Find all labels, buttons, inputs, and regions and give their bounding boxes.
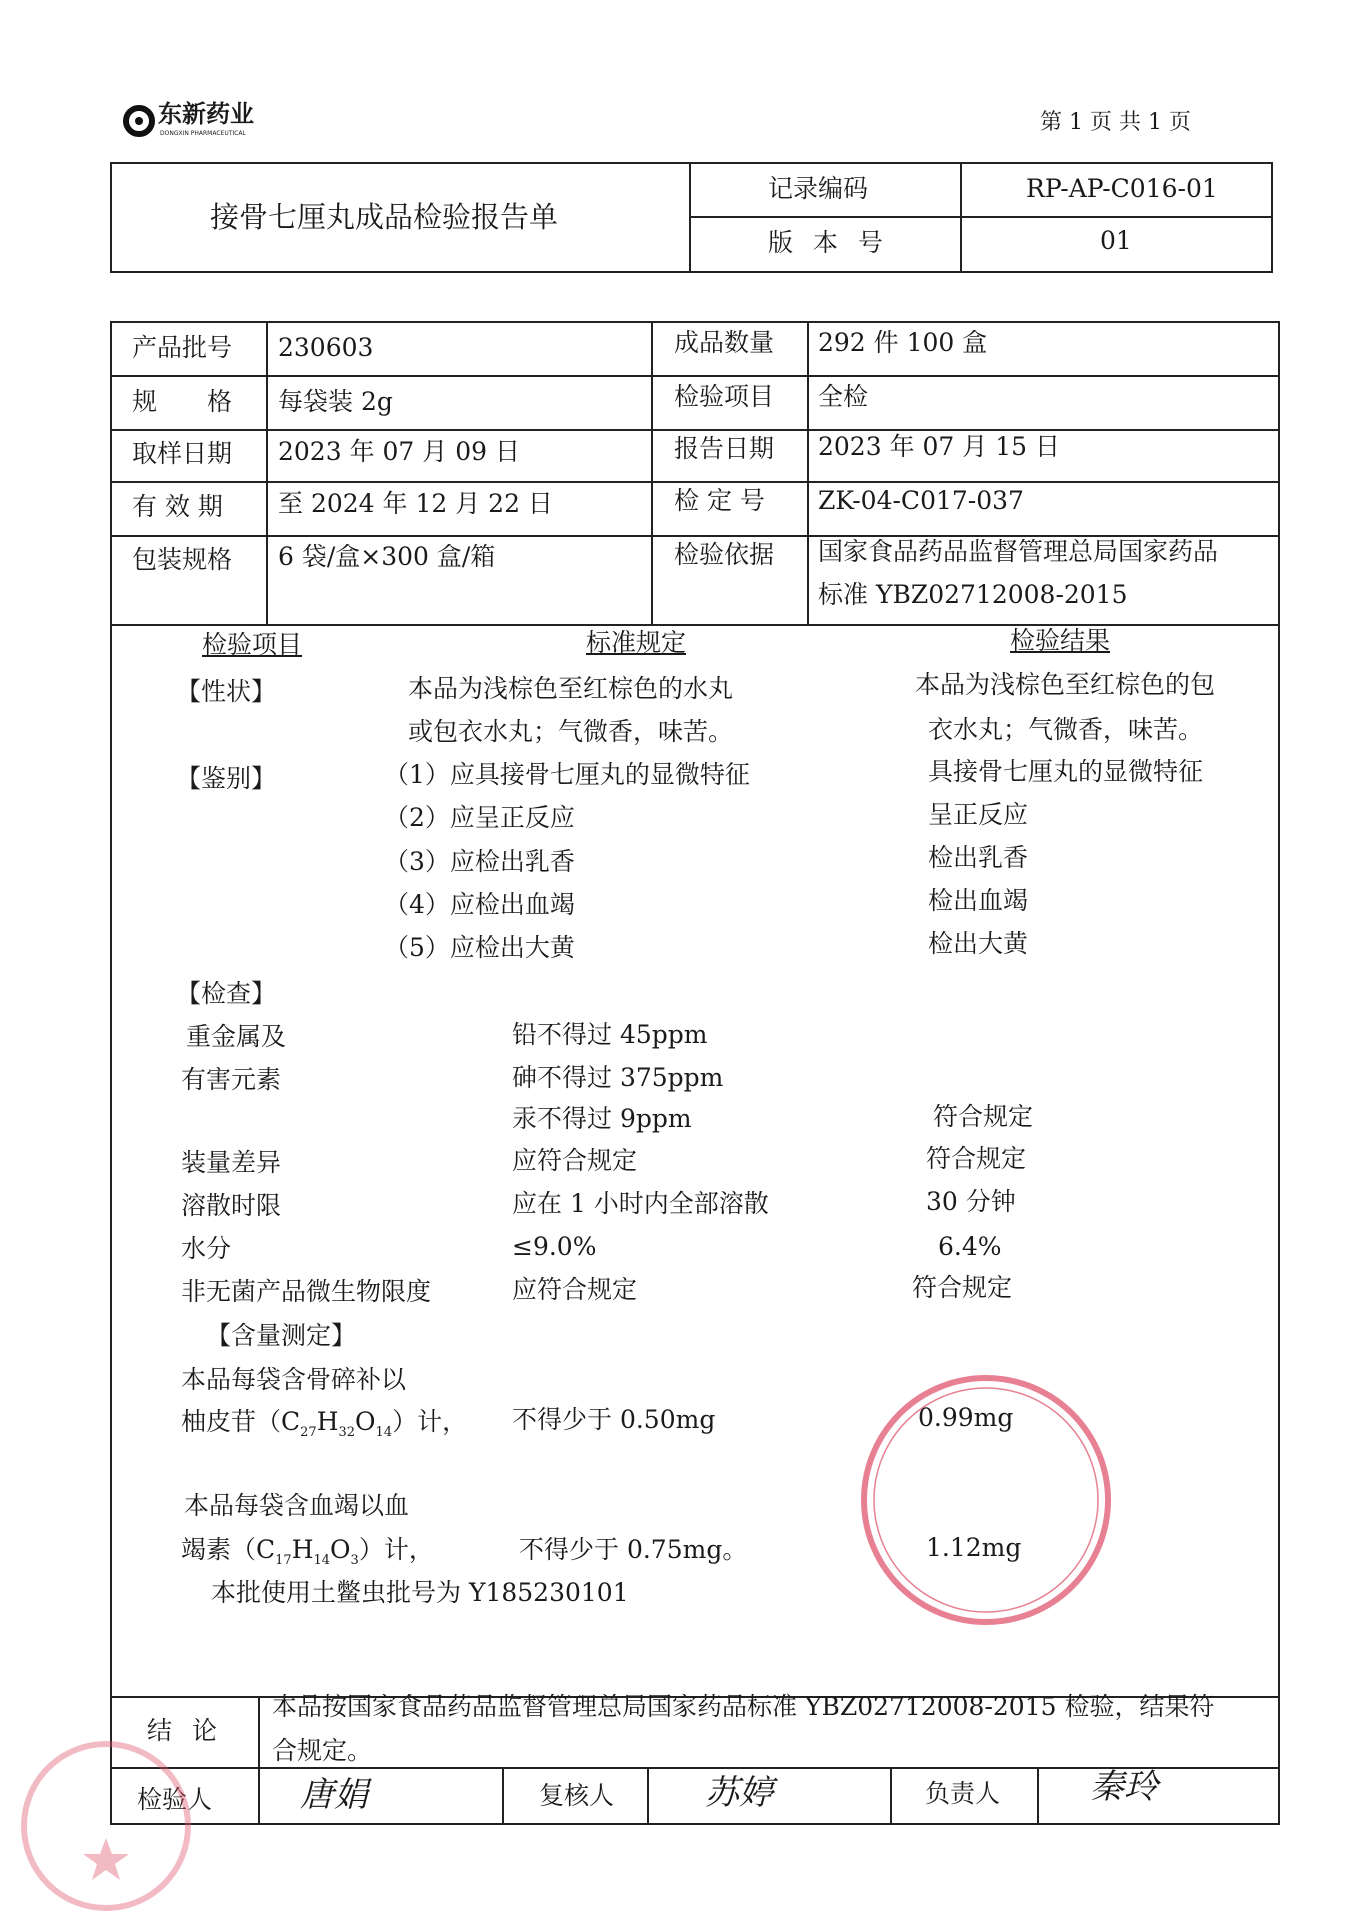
check-std: ≤9.0% (512, 1232, 597, 1261)
basis-label: 检验依据 (674, 540, 775, 569)
ident-std: （3）应检出乳香 (384, 847, 575, 876)
appearance-label: 【性状】 (176, 677, 277, 706)
heavy-metal-label1: 重金属及 (186, 1022, 287, 1051)
item-label: 检验项目 (674, 382, 775, 411)
reviewer-signature: 苏婷 (705, 1773, 773, 1813)
check-item: 水分 (181, 1234, 232, 1263)
logo-name: 东新药业 (158, 100, 254, 128)
batch-value: 230603 (278, 333, 374, 362)
item-value: 全检 (818, 382, 869, 411)
heavy-metal-label2: 有害元素 (181, 1065, 282, 1094)
version: 01 (1100, 226, 1132, 255)
quantity-value: 292 件 100 盒 (818, 328, 988, 357)
assay-b-line1: 本品每袋含血竭以血 (184, 1491, 410, 1520)
assay-a-res: 0.99mg (918, 1403, 1014, 1432)
inspection-label: 【检查】 (176, 979, 277, 1008)
appearance-res1: 本品为浅棕色至红棕色的包 (915, 670, 1216, 699)
assay-a-formula: 柚皮苷$(C_{27}H_{32}O_{14})$计， (181, 1407, 468, 1440)
ident-res: 具接骨七厘丸的显微特征 (928, 757, 1204, 786)
ident-std: （5）应检出大黄 (384, 933, 575, 962)
col-result: 检验结果 (1010, 626, 1111, 655)
expiry-value: 至 2024 年 12 月 22 日 (278, 489, 553, 518)
report-date-label: 报告日期 (674, 434, 775, 463)
ident-std: （1）应具接骨七厘丸的显微特征 (384, 760, 750, 789)
sample-date-value: 2023 年 07 月 09 日 (278, 437, 520, 466)
report-date-value: 2023 年 07 月 15 日 (818, 432, 1060, 461)
cert-value: ZK-04-C017-037 (818, 486, 1024, 515)
page-title: 接骨七厘丸成品检验报告单 (210, 200, 559, 234)
quantity-label: 成品数量 (674, 328, 775, 357)
assay-b-formula: 竭素$(C_{17}H_{14}O_3)$计， (181, 1535, 434, 1568)
conclusion-line1: 本品按国家食品药品监督管理总局国家药品标准 YBZ02712008-2015 检验，结果符 (272, 1692, 1215, 1721)
ident-std: （4）应检出血竭 (384, 890, 575, 919)
check-item: 溶散时限 (181, 1191, 282, 1220)
arsenic-std: 砷不得过 375ppm (512, 1063, 724, 1092)
ident-res: 检出乳香 (928, 843, 1029, 872)
ident-res: 检出大黄 (928, 929, 1029, 958)
pack-label: 包装规格 (132, 545, 233, 574)
record-code: RP-AP-C016-01 (1026, 174, 1218, 203)
manager-label: 负责人 (925, 1779, 1001, 1808)
basis-line2: 标准 YBZ02712008-2015 (818, 580, 1128, 609)
assay-note: 本批使用土鳖虫批号为 Y185230101 (211, 1578, 629, 1607)
spec-value: 每袋装 2g (278, 387, 393, 416)
conclusion-line2: 合规定。 (272, 1736, 373, 1765)
assay-b-res: 1.12mg (926, 1533, 1022, 1562)
check-std: 应符合规定 (512, 1275, 638, 1304)
logo-sub: DONGXIN PHARMACEUTICAL (160, 130, 246, 137)
manager-signature: 秦玲 (1090, 1767, 1158, 1807)
check-res: 符合规定 (912, 1273, 1013, 1302)
check-res: 符合规定 (926, 1144, 1027, 1173)
heavy-metal-result: 符合规定 (933, 1102, 1034, 1131)
check-res: 6.4% (938, 1232, 1002, 1261)
ident-res: 检出血竭 (928, 886, 1029, 915)
cert-label: 检 定 号 (674, 486, 765, 515)
identification-label: 【鉴别】 (176, 764, 277, 793)
check-item: 装量差异 (181, 1148, 282, 1177)
version-label: 版 本 号 (768, 228, 889, 257)
lead-std: 铅不得过 45ppm (512, 1020, 708, 1049)
ident-std: （2）应呈正反应 (384, 803, 575, 832)
page-info: 第 1 页 共 1 页 (1040, 110, 1191, 135)
reviewer-label: 复核人 (539, 1781, 615, 1810)
mercury-std: 汞不得过 9ppm (512, 1104, 692, 1133)
inspector-label: 检验人 (137, 1785, 213, 1814)
expiry-label: 有 效 期 (132, 492, 223, 521)
batch-label: 产品批号 (132, 333, 233, 362)
check-item: 非无菌产品微生物限度 (181, 1277, 432, 1306)
check-res: 30 分钟 (926, 1187, 1016, 1216)
ident-res: 呈正反应 (928, 800, 1029, 829)
appearance-std1: 本品为浅棕色至红棕色的水丸 (408, 674, 734, 703)
assay-a-line1: 本品每袋含骨碎补以 (181, 1365, 407, 1394)
quality-stamp (18, 1738, 198, 1918)
inspector-signature: 唐娟 (300, 1775, 368, 1815)
check-std: 应符合规定 (512, 1146, 638, 1175)
check-std: 应在 1 小时内全部溶散 (512, 1189, 769, 1218)
appearance-std2: 或包衣水丸；气微香，味苦。 (408, 717, 734, 746)
assay-label: 【含量测定】 (206, 1321, 357, 1350)
col-item: 检验项目 (202, 630, 303, 659)
spec-label: 规 格 (132, 387, 233, 416)
appearance-res2: 衣水丸；气微香，味苦。 (928, 715, 1204, 744)
basis-line1: 国家食品药品监督管理总局国家药品 (818, 537, 1219, 566)
assay-b-std: 不得少于 0.75mg。 (519, 1535, 748, 1564)
sample-date-label: 取样日期 (132, 439, 233, 468)
assay-a-std: 不得少于 0.50mg (512, 1405, 716, 1434)
record-code-label: 记录编码 (768, 174, 869, 203)
logo-mark-icon (122, 104, 156, 138)
conclusion-label: 结 论 (147, 1716, 223, 1745)
pack-value: 6 袋/盒×300 盒/箱 (278, 542, 496, 571)
col-standard: 标准规定 (586, 628, 687, 657)
report-stamp (858, 1372, 1118, 1632)
